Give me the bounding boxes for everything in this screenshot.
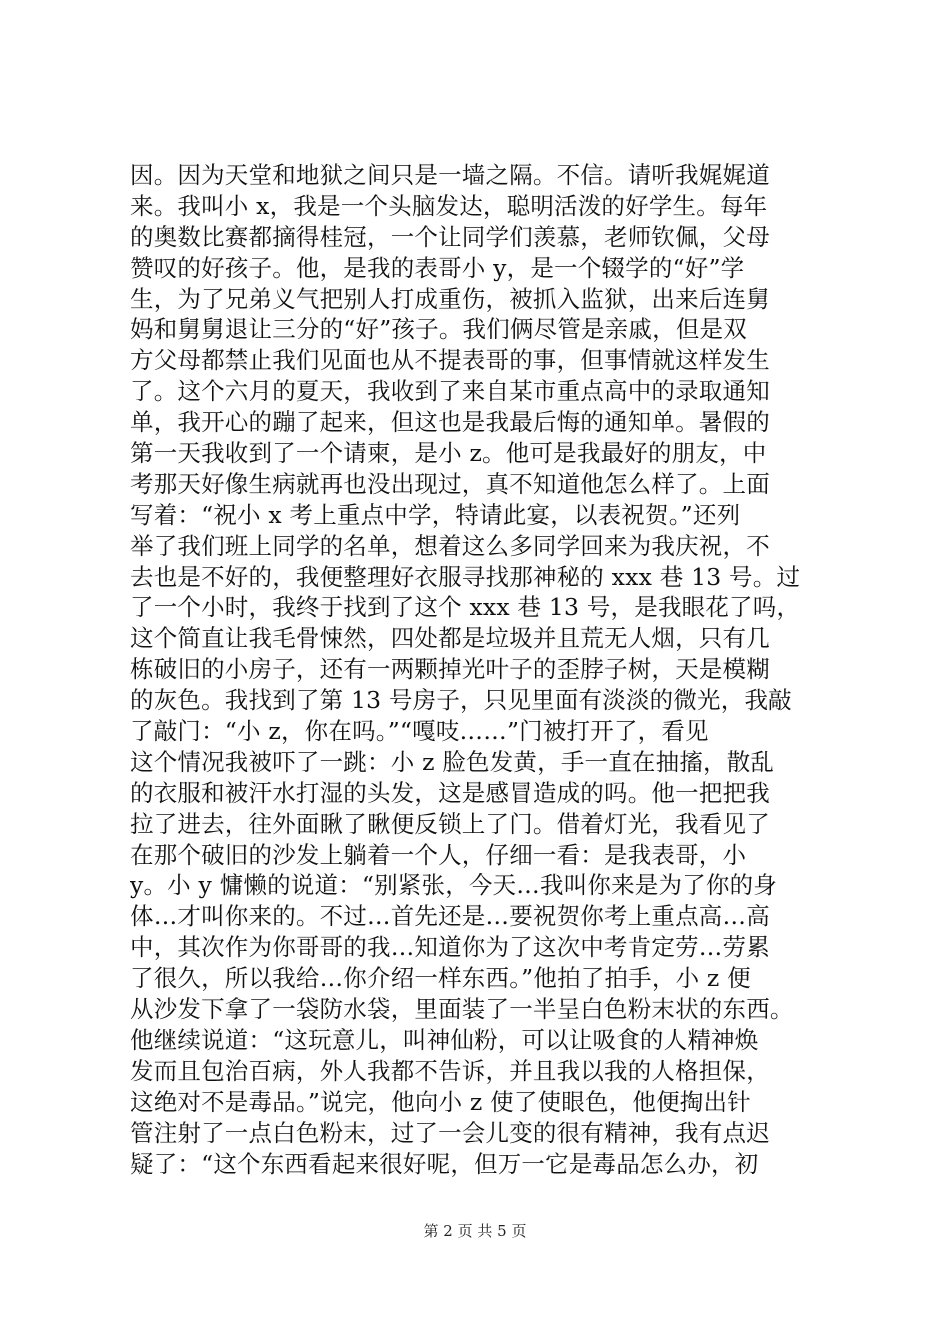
text-line: 了一个小时，我终于找到了这个 xxx 巷 13 号，是我眼花了吗， (130, 593, 801, 622)
text-line: 他继续说道：“这玩意儿，叫神仙粉，可以让吸食的人精神焕 (130, 1025, 759, 1054)
text-line: 去也是不好的，我便整理好衣服寻找那神秘的 xxx 巷 13 号。过 (130, 562, 801, 591)
text-line: 的奥数比赛都摘得桂冠，一个让同学们羡慕，老师钦佩，父母 (130, 222, 770, 251)
text-line: 方父母都禁止我们见面也从不提表哥的事，但事情就这样发生 (130, 346, 770, 375)
text-line: 了很久，所以我给…你介绍一样东西。”他拍了拍手，小 z 便 (130, 964, 751, 993)
text-line: 因。因为天堂和地狱之间只是一墙之隔。不信。请听我娓娓道 (130, 161, 770, 189)
page-footer: 第 2 页 共 5 页 (423, 1222, 527, 1240)
text-line: 拉了进去，往外面瞅了瞅便反锁上了门。借着灯光，我看见了 (130, 809, 770, 838)
text-line: 来。我叫小 x，我是一个头脑发达，聪明活泼的好学生。每年 (130, 191, 768, 220)
text-line: 管注射了一点白色粉末，过了一会儿变的很有精神，我有点迟 (130, 1118, 770, 1147)
text-line: 疑了：“这个东西看起来很好呢，但万一它是毒品怎么办，初 (130, 1149, 759, 1178)
text-line: 这个情况我被吓了一跳：小 z 脸色发黄，手一直在抽搐，散乱 (130, 747, 775, 776)
text-line: 举了我们班上同学的名单，想着这么多同学回来为我庆祝，不 (130, 531, 770, 560)
text-line: 了。这个六月的夏天，我收到了来自某市重点高中的录取通知 (130, 377, 770, 406)
text-line: 体…才叫你来的。不过…首先还是…要祝贺你考上重点高…高 (130, 902, 770, 931)
text-line: 单，我开心的蹦了起来，但这也是我最后悔的通知单。暑假的 (130, 408, 770, 437)
text-line: 栋破旧的小房子，还有一两颗掉光叶子的歪脖子树，天是模糊 (130, 655, 770, 684)
text-line: 赞叹的好孩子。他，是我的表哥小 y，是一个辍学的“好”学 (130, 253, 745, 282)
text-line: 发而且包治百病，外人我都不告诉，并且我以我的人格担保， (130, 1056, 770, 1085)
text-line: 写着：“祝小 x 考上重点中学，特请此宴，以表祝贺。”还列 (130, 500, 741, 529)
text-line: 妈和舅舅退让三分的“好”孩子。我们俩尽管是亲戚，但是双 (130, 315, 747, 344)
text-line: 了敲门：“小 z，你在吗。”“嘎吱……”门被打开了，看见 (130, 717, 709, 746)
text-line: 考那天好像生病就再也没出现过，真不知道他怎么样了。上面 (130, 469, 770, 498)
body-text (130, 160, 830, 1179)
text-line: y。小 y 慵懒的说道：“别紧张，今天…我叫你来是为了你的身 (130, 871, 778, 900)
text-line: 的衣服和被汗水打湿的头发，这是感冒造成的吗。他一把把我 (130, 778, 770, 807)
text-line: 的灰色。我找到了第 13 号房子，只见里面有淡淡的微光，我敲 (130, 686, 792, 715)
text-line: 生，为了兄弟义气把别人打成重伤，被抓入监狱，出来后连舅 (130, 284, 770, 313)
text-line: 在那个破旧的沙发上躺着一个人，仔细一看：是我表哥，小 (130, 840, 747, 869)
text-line: 这个简直让我毛骨悚然，四处都是垃圾并且荒无人烟，只有几 (130, 624, 770, 653)
text-line: 从沙发下拿了一袋防水袋，里面装了一半呈白色粉末状的东西。 (130, 995, 794, 1024)
text-line: 这绝对不是毒品。”说完，他向小 z 使了使眼色，他便掏出针 (130, 1087, 751, 1116)
text-line: 第一天我收到了一个请柬，是小 z。他可是我最好的朋友，中 (130, 439, 767, 468)
text-line: 中，其次作为你哥哥的我…知道你为了这次中考肯定劳…劳累 (130, 933, 770, 962)
